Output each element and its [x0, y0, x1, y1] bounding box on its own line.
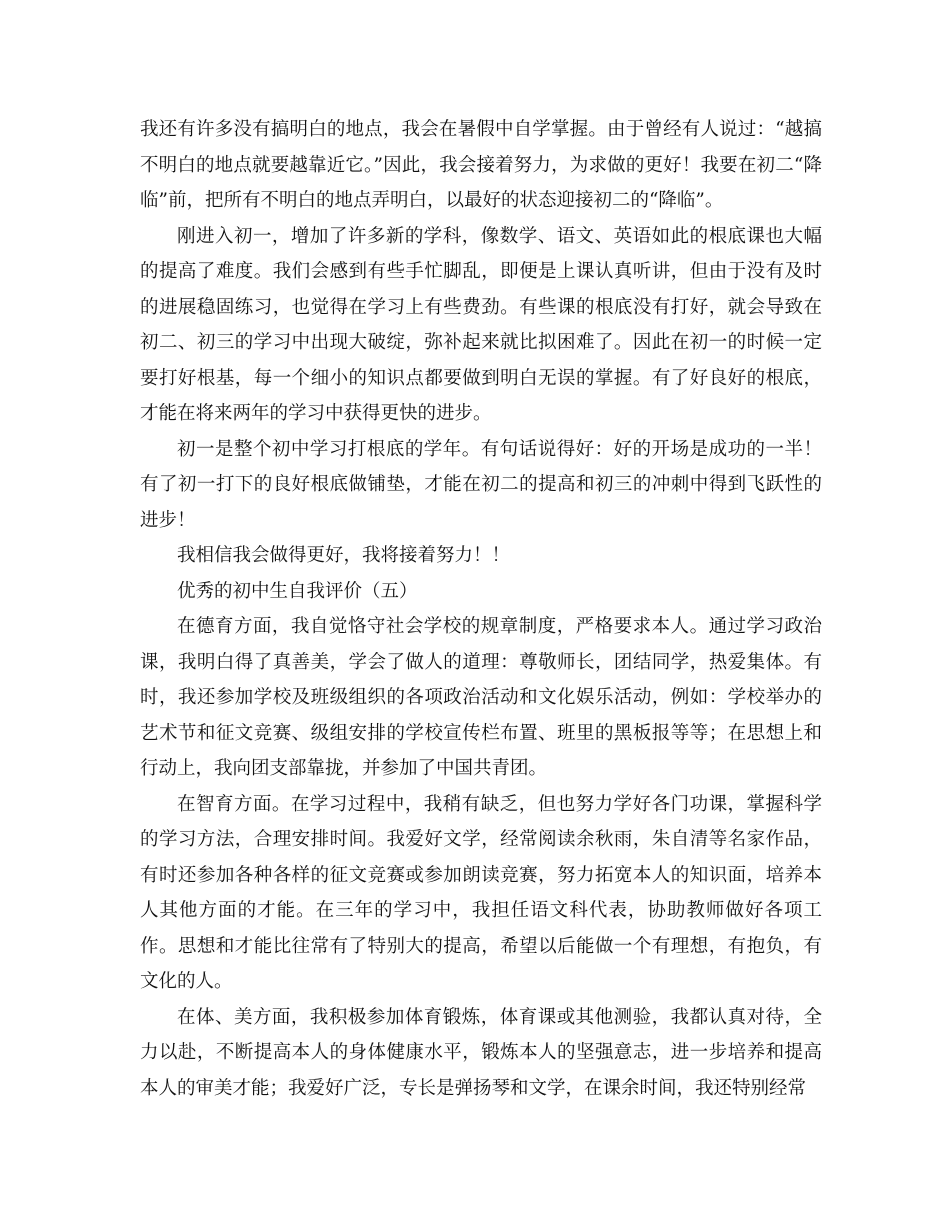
- paragraph-3: 初一是整个初中学习打根底的学年。有句话说得好：好的开场是成功的一半！有了初一打下的良好根底做铺垫，才能在初二的提高和初三的冲刺中得到飞跃性的进步！: [140, 438, 822, 531]
- paragraph-moral-education: 在德育方面，我自觉恪守社会学校的规章制度，严格要求本人。通过学习政治课，我明白得了真善美，学会了做人的道理：尊敬师长，团结同学，热爱集体。有时，我还参加学校及班级组织的各项政治活动和文化娱乐活动，例如：学校举办的艺术节和征文竞赛、级组安排的学校宣传栏布置、班里的黑板报等等；在思想上和行动上，我向团支部靠拢，并参加了中国共青团。: [140, 616, 822, 779]
- paragraph-2: 刚进入初一，增加了许多新的学科，像数学、语文、英语如此的根底课也大幅的提高了难度。我们会感到有些手忙脚乱，即便是上课认真听讲，但由于没有及时的进展稳固练习，也觉得在学习上有些费劲。有些课的根底没有打好，就会导致在初二、初三的学习中出现大破绽，弥补起来就比拟困难了。因此在初一的时候一定要打好根基，每一个细小的知识点都要做到明白无误的掌握。有了好良好的根底，才能在将来两年的学习中获得更快的进步。: [140, 225, 822, 424]
- paragraph-1: 我还有许多没有搞明白的地点，我会在暑假中自学掌握。由于曾经有人说过：“越搞不明白的地点就要越靠近它。”因此，我会接着努力，为求做的更好！我要在初二“降临”前，把所有不明白的地点弄明白，以最好的状态迎接初二的“降临”。: [140, 119, 822, 211]
- document-body: [140, 112, 822, 1106]
- paragraph-4: 我相信我会做得更好，我将接着努力！！: [177, 545, 511, 566]
- paragraph-physical-aesthetic-education: 在体、美方面，我积极参加体育锻炼，体育课或其他测验，我都认真对待，全力以赴，不断提高本人的身体健康水平，锻炼本人的坚强意志，进一步培养和提高本人的审美才能；我爱好广泛，专长是弹扬琴和文学，在课余时间，我还特别经常: [140, 1006, 822, 1099]
- paragraph-intellectual-education: 在智育方面。在学习过程中，我稍有缺乏，但也努力学好各门功课，掌握科学的学习方法，合理安排时间。我爱好文学，经常阅读余秋雨，朱自清等名家作品，有时还参加各种各样的征文竞赛或参加朗读竞赛，努力拓宽本人的知识面，培养本人其他方面的才能。在三年的学习中，我担任语文科代表，协助教师做好各项工作。思想和才能比往常有了特别大的提高，希望以后能做一个有理想，有抱负，有文化的人。: [140, 793, 822, 992]
- section-heading: 优秀的初中生自我评价（五）: [177, 580, 418, 602]
